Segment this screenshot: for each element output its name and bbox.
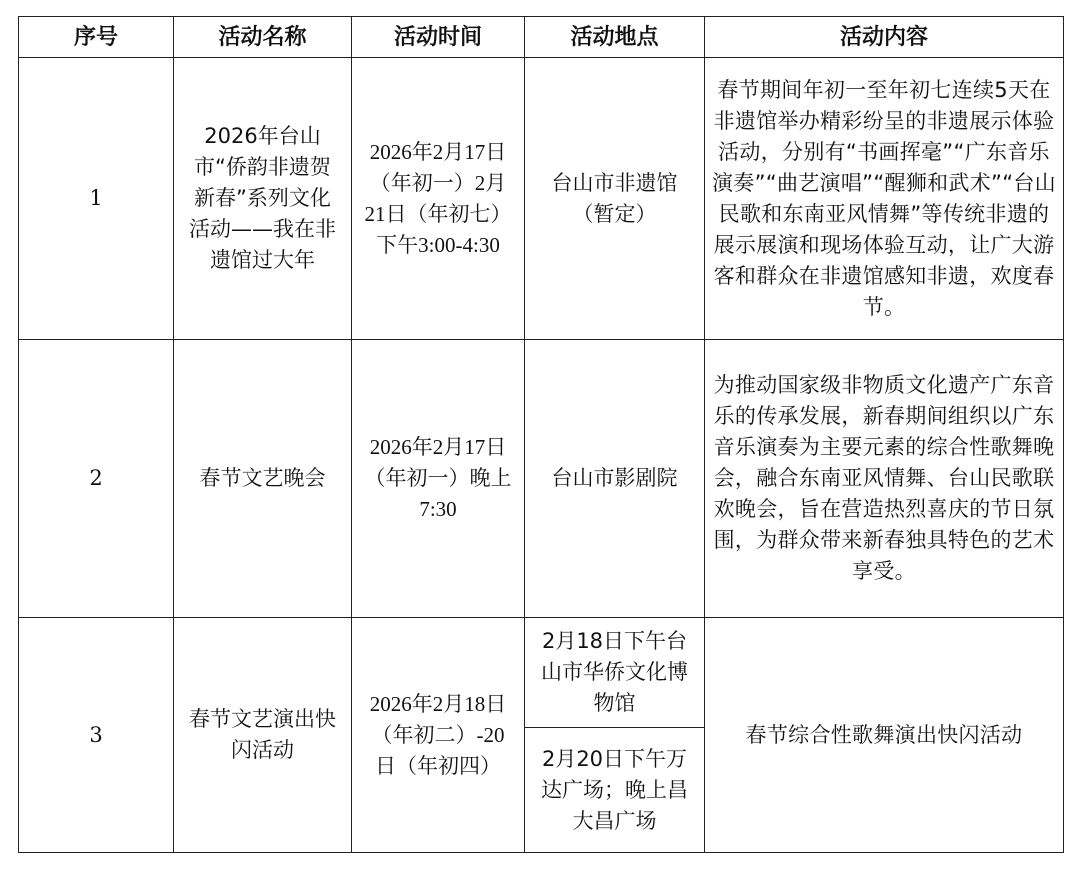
activity-location-b: 2月20日下午万达广场；晚上昌大昌广场 [525, 728, 705, 853]
activity-table [18, 16, 1064, 853]
table-row [19, 340, 1064, 618]
activity-location: 台山市非遗馆（暂定） [525, 58, 705, 340]
row-number: 2 [19, 340, 174, 618]
header-location: 活动地点 [525, 17, 705, 58]
table-row [19, 618, 1064, 728]
activity-location: 台山市影剧院 [525, 340, 705, 618]
activity-name: 春节文艺晚会 [174, 340, 352, 618]
header-name: 活动名称 [174, 17, 352, 58]
row-number: 1 [19, 58, 174, 340]
activity-time: 2026年2月17日（年初一）晚上7:30 [352, 340, 525, 618]
activity-name: 2026年台山市“侨韵非遗贺新春”系列文化活动——我在非遗馆过大年 [174, 58, 352, 340]
activity-content: 为推动国家级非物质文化遗产广东音乐的传承发展，新春期间组织以广东音乐演奏为主要元素的综合性歌舞晚会，融合东南亚风情舞、台山民歌联欢晚会，旨在营造热烈喜庆的节日氛围，为群众带来新春独具特色的艺术享受。 [705, 340, 1064, 618]
activity-name: 春节文艺演出快闪活动 [174, 618, 352, 853]
activity-content: 春节综合性歌舞演出快闪活动 [705, 618, 1064, 853]
header-row [19, 17, 1064, 58]
header-time: 活动时间 [352, 17, 525, 58]
activity-time: 2026年2月17日（年初一）2月21日（年初七）下午3:00-4:30 [352, 58, 525, 340]
table-row [19, 58, 1064, 340]
header-no: 序号 [19, 17, 174, 58]
activity-location-a: 2月18日下午台山市华侨文化博物馆 [525, 618, 705, 728]
activity-content: 春节期间年初一至年初七连续5天在非遗馆举办精彩纷呈的非遗展示体验活动，分别有“书画挥毫”“广东音乐演奏”“曲艺演唱”“醒狮和武术”“台山民歌和东南亚风情舞”等传统非遗的展示展演和现场体验互动，让广大游客和群众在非遗馆感知非遗，欢度春节。 [705, 58, 1064, 340]
header-content: 活动内容 [705, 17, 1064, 58]
activity-time: 2026年2月18日（年初二）-20日（年初四） [352, 618, 525, 853]
row-number: 3 [19, 618, 174, 853]
